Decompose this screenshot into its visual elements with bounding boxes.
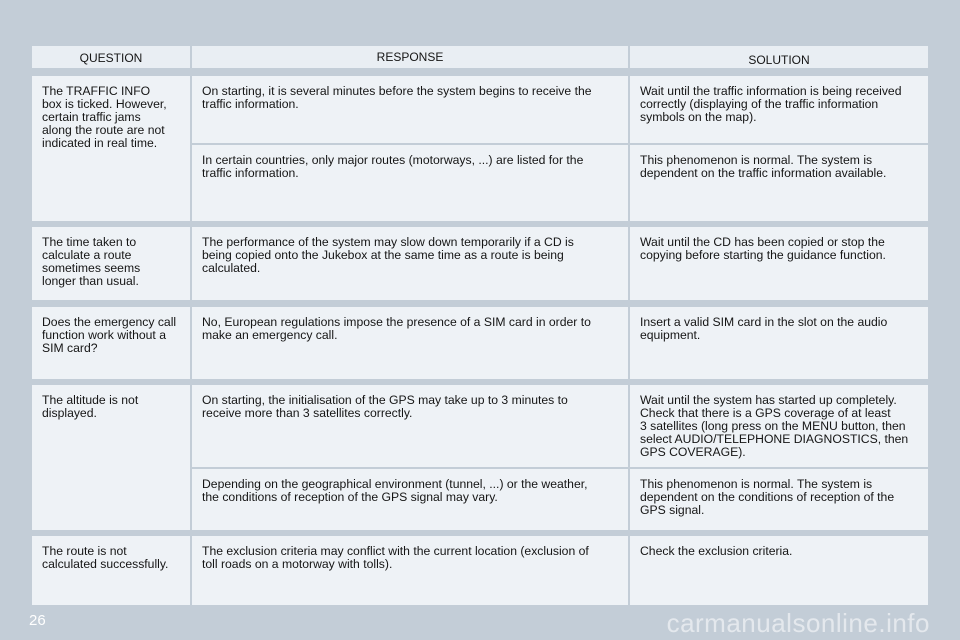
- watermark: carmanualsonline.info: [666, 608, 930, 638]
- solution-cell: [630, 536, 928, 605]
- solution-line: dependent on the traffic information available.: [640, 166, 887, 180]
- solution-line: symbols on the map).: [640, 110, 757, 124]
- question-line: function work without a: [42, 328, 166, 342]
- response-line: The exclusion criteria may conflict with the current location (exclusion of: [202, 544, 589, 558]
- solution-cell: [630, 307, 928, 379]
- response-line: traffic information.: [202, 166, 299, 180]
- question-line: longer than usual.: [42, 274, 139, 288]
- response-line: toll roads on a motorway with tolls).: [202, 557, 393, 571]
- response-line: traffic information.: [202, 97, 299, 111]
- header-response: RESPONSE: [192, 46, 628, 68]
- question-line: The altitude is not: [42, 393, 139, 407]
- response-cell: [192, 307, 628, 379]
- response-line: receive more than 3 satellites correctly.: [202, 406, 413, 420]
- solution-cell: [630, 469, 928, 530]
- question-line: The time taken to: [42, 235, 137, 249]
- question-cell: [32, 227, 190, 300]
- response-line: No, European regulations impose the presence of a SIM card in order to: [202, 315, 591, 329]
- question-line: Does the emergency call: [42, 315, 177, 329]
- question-line: displayed.: [42, 406, 97, 420]
- response-cell: [192, 76, 628, 143]
- solution-line: Wait until the system has started up completely.: [640, 393, 897, 407]
- response-cell: [192, 385, 628, 467]
- response-cell: [192, 536, 628, 605]
- header-solution: SOLUTION: [630, 46, 928, 68]
- question-line: indicated in real time.: [42, 136, 158, 150]
- question-cell: [32, 536, 190, 605]
- question-line: along the route are not: [42, 123, 165, 137]
- solution-cell: [630, 385, 928, 467]
- question-cell: [32, 307, 190, 379]
- solution-line: Check that there is a GPS coverage of at least: [640, 406, 891, 420]
- response-line: make an emergency call.: [202, 328, 338, 342]
- page-number: 26: [29, 612, 46, 629]
- solution-line: Wait until the CD has been copied or stop the: [640, 235, 885, 249]
- solution-line: equipment.: [640, 328, 701, 342]
- solution-cell: [630, 227, 928, 300]
- question-line: certain traffic jams: [42, 110, 141, 124]
- question-cell: [32, 76, 190, 221]
- question-line: sometimes seems: [42, 261, 141, 275]
- response-line: In certain countries, only major routes (motorways, ...) are listed for the: [202, 153, 584, 167]
- solution-line: correctly (displaying of the traffic information: [640, 97, 879, 111]
- response-line: calculated.: [202, 261, 261, 275]
- response-cell: [192, 145, 628, 221]
- solution-line: select AUDIO/TELEPHONE DIAGNOSTICS, then: [640, 432, 909, 446]
- question-line: calculate a route: [42, 248, 132, 262]
- solution-line: GPS signal.: [640, 503, 705, 517]
- response-line: On starting, it is several minutes before the system begins to receive the: [202, 84, 592, 98]
- header-question: QUESTION: [32, 46, 190, 68]
- solution-line: dependent on the conditions of reception of the: [640, 490, 895, 504]
- response-line: the conditions of reception of the GPS signal may vary.: [202, 490, 498, 504]
- solution-line: GPS COVERAGE).: [640, 445, 746, 459]
- question-line: The route is not: [42, 544, 127, 558]
- solution-line: Insert a valid SIM card in the slot on the audio: [640, 315, 888, 329]
- solution-line: copying before starting the guidance function.: [640, 248, 886, 262]
- question-line: calculated successfully.: [42, 557, 169, 571]
- response-line: being copied onto the Jukebox at the same time as a route is being: [202, 248, 564, 262]
- question-line: box is ticked. However,: [42, 97, 167, 111]
- solution-line: 3 satellites (long press on the MENU button, then: [640, 419, 906, 433]
- question-cell: [32, 385, 190, 530]
- response-cell: [192, 469, 628, 530]
- question-line: SIM card?: [42, 341, 98, 355]
- response-line: On starting, the initialisation of the GPS may take up to 3 minutes to: [202, 393, 568, 407]
- question-line: The TRAFFIC INFO: [42, 84, 151, 98]
- solution-line: Wait until the traffic information is being received: [640, 84, 902, 98]
- solution-cell: [630, 145, 928, 221]
- solution-line: This phenomenon is normal. The system is: [640, 477, 873, 491]
- solution-line: This phenomenon is normal. The system is: [640, 153, 873, 167]
- response-cell: [192, 227, 628, 300]
- solution-cell: [630, 76, 928, 143]
- solution-line: Check the exclusion criteria.: [640, 544, 793, 558]
- response-line: The performance of the system may slow down temporarily if a CD is: [202, 235, 574, 249]
- response-line: Depending on the geographical environment (tunnel, ...) or the weather,: [202, 477, 588, 491]
